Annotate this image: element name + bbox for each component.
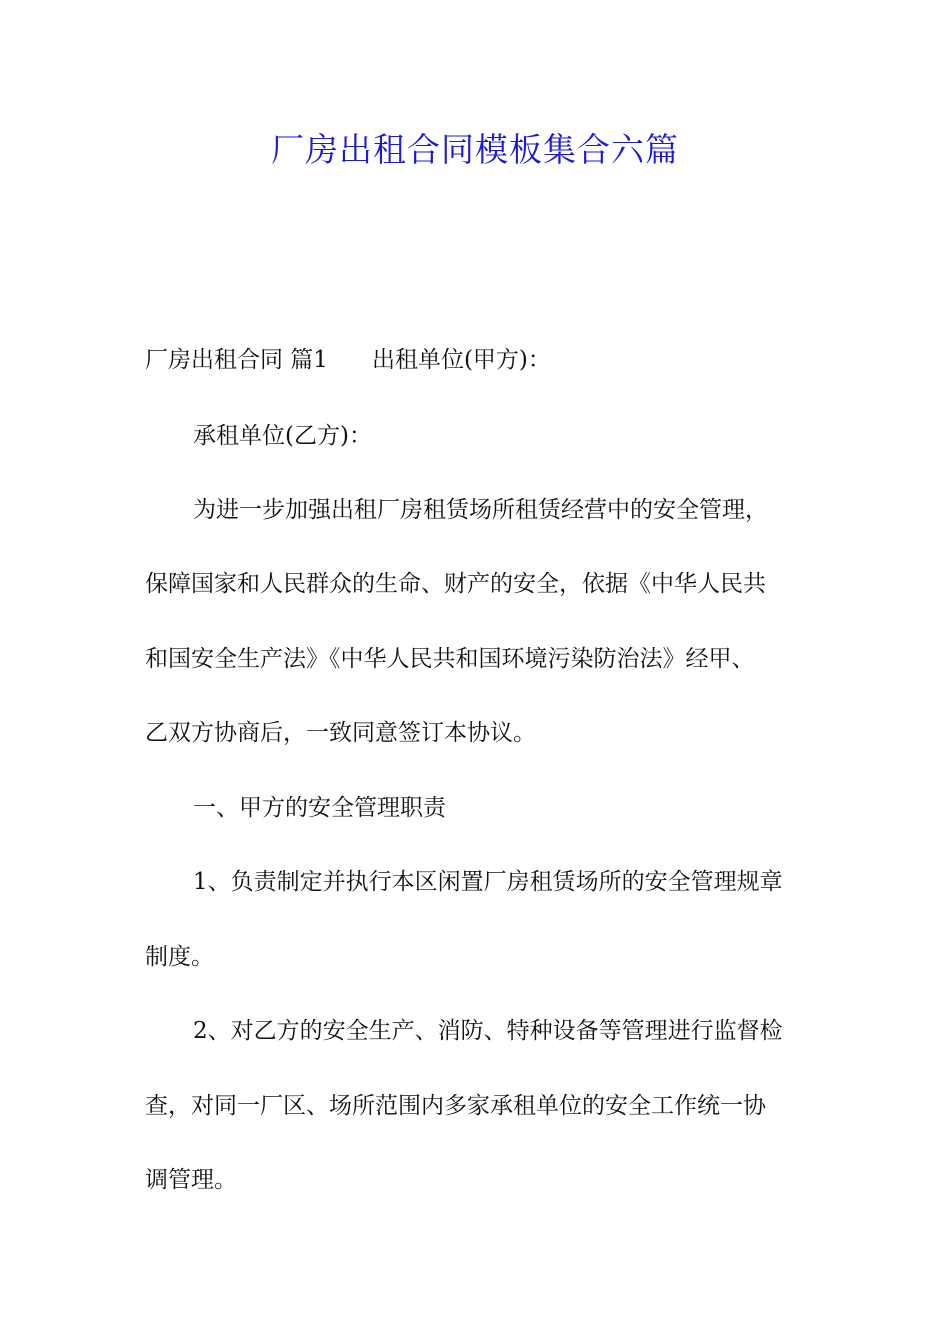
section-heading: 一、甲方的安全管理职责 bbox=[193, 795, 446, 821]
item2-line-3: 调管理。 bbox=[145, 1167, 237, 1193]
lessor-label: 出租单位(甲方)： bbox=[371, 347, 551, 373]
contract-heading: 厂房出租合同 篇1 bbox=[145, 347, 328, 373]
item2-line-2: 查，对同一厂区、场所范围内多家承租单位的安全工作统一协 bbox=[145, 1093, 766, 1119]
item1-line-2: 制度。 bbox=[145, 944, 214, 970]
document-title: 厂房出租合同模板集合六篇 bbox=[271, 130, 679, 169]
item2-line-1: 2、对乙方的安全生产、消防、特种设备等管理进行监督检 bbox=[193, 1018, 783, 1044]
intro-line-4: 乙双方协商后，一致同意签订本协议。 bbox=[145, 720, 536, 746]
item1-line-1: 1、负责制定并执行本区闲置厂房租赁场所的安全管理规章 bbox=[193, 869, 783, 895]
lessee-label: 承租单位(乙方)： bbox=[193, 423, 372, 449]
intro-line-3: 和国安全生产法》《中华人民共和国环境污染防治法》经甲、 bbox=[145, 646, 755, 672]
contract-header-line bbox=[145, 344, 825, 376]
intro-line-1: 为进一步加强出租厂房租赁场所租赁经营中的安全管理， bbox=[193, 497, 768, 523]
intro-line-2: 保障国家和人民群众的生命、财产的安全，依据《中华人民共 bbox=[145, 571, 766, 597]
